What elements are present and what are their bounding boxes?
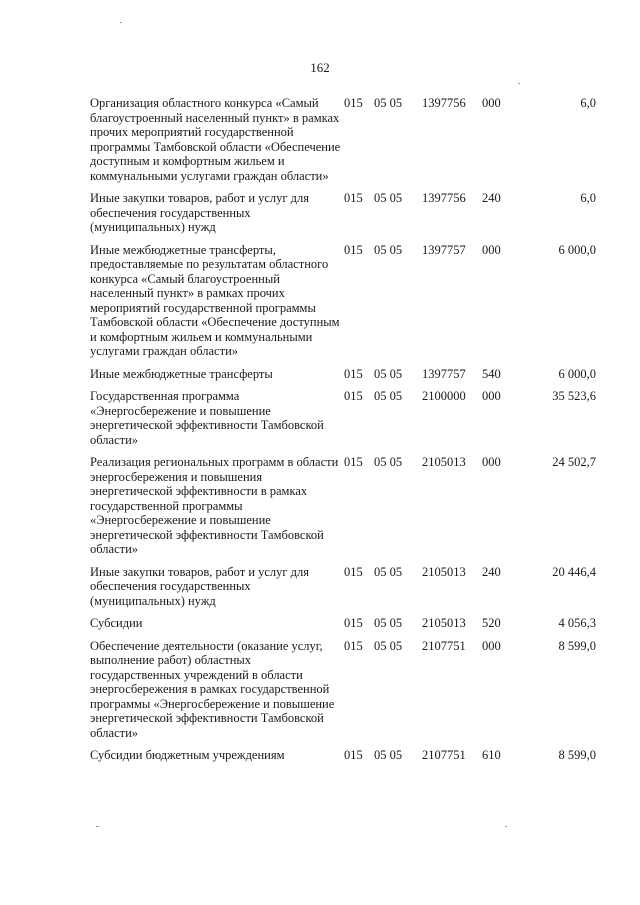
- row-ved: 015: [344, 455, 363, 469]
- row-sum: 6,0: [580, 191, 596, 205]
- budget-table: [90, 96, 596, 771]
- row-expense-type: 000: [482, 242, 501, 257]
- row-sum: 4 056,3: [558, 616, 596, 630]
- row-target-code: 2100000: [422, 389, 466, 403]
- table-row: [90, 389, 596, 455]
- row-ved: 015: [344, 564, 363, 579]
- row-sum: 20 446,4: [552, 564, 596, 579]
- row-ved: 015: [344, 638, 363, 653]
- row-ved: 015: [344, 191, 363, 205]
- row-ved: 015: [344, 748, 363, 762]
- row-section: 05 05: [374, 455, 403, 469]
- row-ved: 015: [344, 389, 363, 403]
- row-name: Субсидии бюджетным учреждениям: [90, 748, 285, 762]
- row-sum: 35 523,6: [552, 389, 596, 403]
- row-expense-type: 240: [482, 191, 501, 205]
- row-name: Иные закупки товаров, работ и услуг для обеспечения государственных (муниципальных) нужд: [90, 191, 310, 234]
- row-target-code: 1397757: [422, 366, 466, 381]
- row-ved: 015: [344, 366, 363, 381]
- row-expense-type: 540: [482, 366, 501, 381]
- scan-speck: [120, 22, 122, 23]
- row-section: 05 05: [374, 748, 403, 762]
- row-name: Государственная программа «Энергосбережение и повышение энергетической эффективности Тамбовской области»: [90, 389, 324, 447]
- table-row: [90, 565, 596, 617]
- scan-speck: [518, 83, 520, 84]
- row-section: 05 05: [374, 242, 403, 257]
- row-expense-type: 000: [482, 96, 501, 110]
- row-sum: 8 599,0: [558, 638, 596, 653]
- row-target-code: 2107751: [422, 638, 466, 653]
- row-sum: 24 502,7: [552, 455, 596, 469]
- table-row: [90, 96, 596, 191]
- row-section: 05 05: [374, 96, 403, 110]
- row-name: Иные межбюджетные трансферты, предоставляемые по результатам областного конкурса «Самый благоустроенный населенный пункт» в рамках прочих мероприятий государственной программы Тамбовской области «Обеспечение доступным и комфортным жильем и коммунальными услугами граждан области»: [90, 242, 340, 358]
- scan-speck: [505, 826, 507, 827]
- row-name: Организация областного конкурса «Самый благоустроенный населенный пункт» в рамках прочих мероприятий государственной программы Тамбовской области «Обеспечение доступным и комфортным жильем и коммунальными услугами граждан области»: [90, 96, 341, 183]
- table-row: [90, 748, 596, 771]
- table-row: [90, 455, 596, 565]
- row-section: 05 05: [374, 616, 403, 630]
- table-row: [90, 639, 596, 749]
- row-target-code: 2107751: [422, 748, 466, 762]
- row-expense-type: 000: [482, 389, 501, 403]
- row-section: 05 05: [374, 564, 403, 579]
- row-section: 05 05: [374, 366, 403, 381]
- row-name: Иные межбюджетные трансферты: [90, 366, 273, 381]
- row-sum: 6 000,0: [558, 242, 596, 257]
- row-target-code: 2105013: [422, 564, 466, 579]
- row-target-code: 2105013: [422, 455, 466, 469]
- table-row: [90, 243, 596, 367]
- table-row: [90, 191, 596, 243]
- row-expense-type: 240: [482, 564, 501, 579]
- row-ved: 015: [344, 96, 363, 110]
- row-name: Иные закупки товаров, работ и услуг для обеспечения государственных (муниципальных) нужд: [90, 564, 310, 608]
- row-target-code: 1397757: [422, 242, 466, 257]
- row-section: 05 05: [374, 191, 403, 205]
- table-row: [90, 616, 596, 639]
- table-row: [90, 367, 596, 390]
- row-ved: 015: [344, 242, 363, 257]
- row-name: Субсидии: [90, 616, 143, 630]
- row-name: Реализация региональных программ в области энергосбережения и повышения энергетической эффективности в рамках государственной программы «Энергосбережение и повышение энергетической эффективности Тамбовской области»: [90, 455, 339, 556]
- row-sum: 8 599,0: [558, 748, 596, 762]
- row-target-code: 1397756: [422, 191, 466, 205]
- row-sum: 6,0: [580, 96, 596, 110]
- row-name: Обеспечение деятельности (оказание услуг, выполнение работ) областных государственных учреждений в области энергосбережения в рамках государственной программы «Энергосбережение и повышение энергетической эффективности Тамбовской области»: [90, 638, 335, 740]
- row-expense-type: 000: [482, 455, 501, 469]
- row-expense-type: 520: [482, 616, 501, 630]
- row-target-code: 1397756: [422, 96, 466, 110]
- row-expense-type: 000: [482, 638, 501, 653]
- row-expense-type: 610: [482, 748, 501, 762]
- row-section: 05 05: [374, 389, 403, 403]
- row-section: 05 05: [374, 638, 403, 653]
- scan-speck: [96, 826, 99, 827]
- page-number: 162: [310, 60, 330, 75]
- row-ved: 015: [344, 616, 363, 630]
- row-sum: 6 000,0: [558, 366, 596, 381]
- row-target-code: 2105013: [422, 616, 466, 630]
